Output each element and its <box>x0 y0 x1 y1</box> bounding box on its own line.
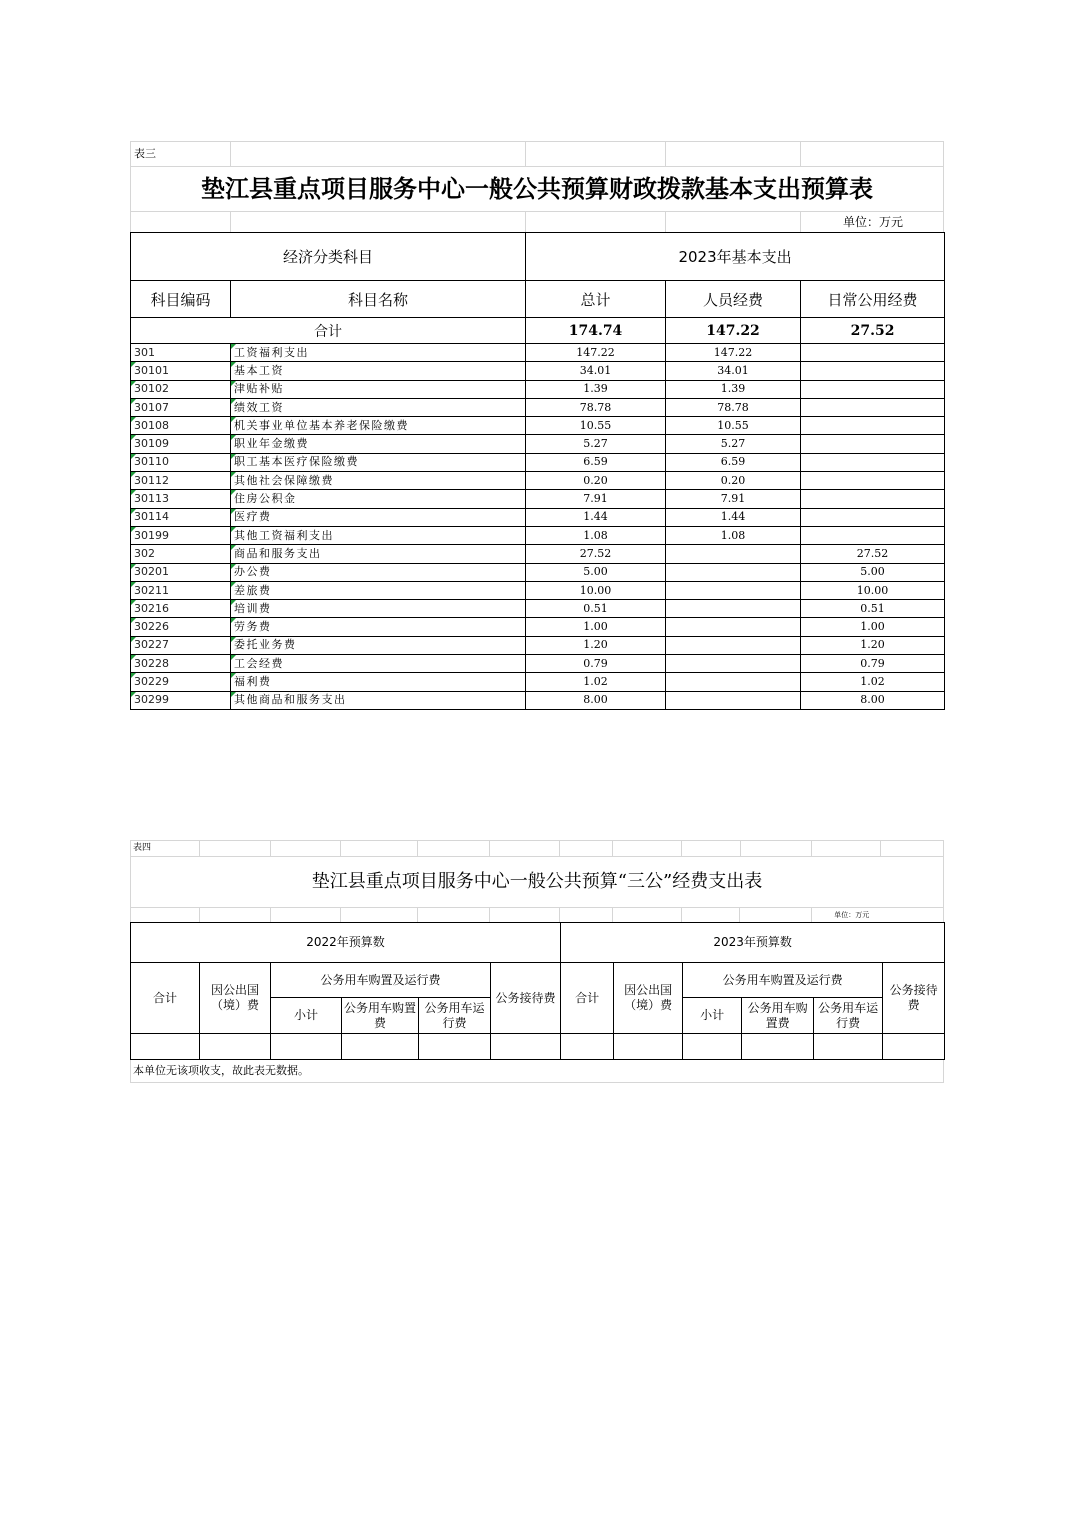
row-public-text: 27.52 <box>856 546 889 560</box>
row-code <box>131 655 231 673</box>
row-total-text: 0.51 <box>583 601 608 615</box>
row-name <box>231 398 526 416</box>
header-total-2022: 合计 <box>131 963 200 1034</box>
cell-marker-icon <box>231 564 236 569</box>
cell-marker-icon <box>131 527 136 532</box>
table-row <box>131 581 945 599</box>
row-name <box>231 600 526 618</box>
cell-marker-icon <box>231 545 236 550</box>
row-total <box>526 417 666 435</box>
table-row <box>131 636 945 654</box>
header-subtotal-2022: 小计 <box>271 998 342 1034</box>
row-public <box>801 691 945 709</box>
cell-marker-icon <box>131 490 136 495</box>
row-personnel <box>666 581 801 599</box>
row-total-text: 0.79 <box>583 656 608 670</box>
row-public <box>801 435 945 453</box>
row-public <box>801 362 945 380</box>
row-total <box>526 490 666 508</box>
row-name <box>231 472 526 490</box>
cell-marker-icon <box>131 472 136 477</box>
cell-marker-icon <box>231 381 236 386</box>
table-row <box>131 380 945 398</box>
row-public-text: 1.20 <box>860 638 885 652</box>
cell-marker-icon <box>131 655 136 660</box>
row-code-text: 30228 <box>134 656 169 670</box>
table-row <box>131 344 945 362</box>
row-public <box>801 472 945 490</box>
row-public <box>801 636 945 654</box>
table-row <box>131 618 945 636</box>
row-code <box>131 362 231 380</box>
budget-table-4 <box>130 840 944 1083</box>
row-total <box>526 673 666 691</box>
row-code <box>131 600 231 618</box>
row-total <box>526 453 666 471</box>
row-name-text: 工资福利支出 <box>234 345 309 359</box>
row-personnel <box>666 655 801 673</box>
row-name-text: 差旅费 <box>234 583 272 597</box>
row-code <box>131 618 231 636</box>
row-personnel <box>666 490 801 508</box>
header-subtotal-2023: 小计 <box>683 998 742 1034</box>
cell-marker-icon <box>131 673 136 678</box>
column-header-row-1 <box>131 963 945 998</box>
row-code <box>131 563 231 581</box>
row-name-text: 委托业务费 <box>234 638 297 652</box>
row-personnel <box>666 453 801 471</box>
table-row <box>131 472 945 490</box>
header-total: 总计 <box>526 281 666 318</box>
table-row <box>131 362 945 380</box>
cell-marker-icon <box>231 399 236 404</box>
cell-marker-icon <box>131 692 136 697</box>
row-personnel-text: 34.01 <box>717 363 749 377</box>
row-public-text: 1.02 <box>860 674 885 688</box>
row-total-text: 1.44 <box>583 510 608 524</box>
row-code-text: 30101 <box>134 363 169 377</box>
header-year-basic: 2023年基本支出 <box>526 233 945 281</box>
row-personnel <box>666 545 801 563</box>
row-public-text: 5.00 <box>860 565 885 579</box>
cell-marker-icon <box>131 509 136 514</box>
row-name <box>231 435 526 453</box>
row-code <box>131 581 231 599</box>
row-total-text: 34.01 <box>579 363 612 377</box>
row-total-text: 6.59 <box>583 455 608 469</box>
row-code <box>131 673 231 691</box>
table-body <box>131 344 945 710</box>
row-total-text: 5.00 <box>583 565 608 579</box>
table-note: 本单位无该项收支，故此表无数据。 <box>130 1060 944 1083</box>
row-name <box>231 344 526 362</box>
row-total <box>526 636 666 654</box>
row-total <box>526 691 666 709</box>
cell-marker-icon <box>131 618 136 623</box>
row-personnel <box>666 618 801 636</box>
row-public <box>801 563 945 581</box>
row-code-text: 30226 <box>134 620 169 634</box>
row-name <box>231 636 526 654</box>
cell-marker-icon <box>131 600 136 605</box>
row-name-text: 工会经费 <box>234 656 284 670</box>
row-total-text: 10.55 <box>579 418 612 432</box>
row-code <box>131 398 231 416</box>
row-public <box>801 600 945 618</box>
total-personnel: 147.22 <box>666 318 801 344</box>
row-personnel-text: 5.27 <box>720 437 746 451</box>
cell-marker-icon <box>131 381 136 386</box>
row-personnel <box>666 691 801 709</box>
row-name <box>231 545 526 563</box>
row-code <box>131 691 231 709</box>
row-personnel-text: 78.78 <box>717 400 749 414</box>
row-personnel <box>666 435 801 453</box>
row-code <box>131 435 231 453</box>
row-public <box>801 490 945 508</box>
row-code-text: 30109 <box>134 437 169 451</box>
row-code-text: 30102 <box>134 382 169 396</box>
row-name <box>231 526 526 544</box>
row-code-text: 30107 <box>134 400 169 414</box>
row-total <box>526 655 666 673</box>
row-total-text: 1.39 <box>583 382 608 396</box>
header-vehicle-run-2022: 公务用车运行费 <box>419 998 491 1034</box>
row-total-text: 1.08 <box>583 528 608 542</box>
row-name <box>231 508 526 526</box>
row-public <box>801 417 945 435</box>
row-name-text: 其他商品和服务支出 <box>234 693 347 707</box>
header-code: 科目编码 <box>131 281 231 318</box>
row-total <box>526 362 666 380</box>
unit-row <box>130 907 944 922</box>
row-name-text: 劳务费 <box>234 620 272 634</box>
row-public <box>801 545 945 563</box>
cell-marker-icon <box>131 454 136 459</box>
row-code-text: 30110 <box>134 455 169 469</box>
row-name-text: 商品和服务支出 <box>234 546 322 560</box>
cell-marker-icon <box>231 582 236 587</box>
table-row <box>131 417 945 435</box>
row-public <box>801 508 945 526</box>
cell-marker-icon <box>231 673 236 678</box>
header-2023: 2023年预算数 <box>561 923 945 963</box>
table-label: 表四 <box>131 841 200 856</box>
row-name-text: 机关事业单位基本养老保险缴费 <box>234 418 409 432</box>
header-vehicle-run-2023: 公务用车运行费 <box>814 998 883 1034</box>
row-total <box>526 563 666 581</box>
row-total-text: 27.52 <box>579 546 612 560</box>
row-name <box>231 362 526 380</box>
cell-marker-icon <box>131 399 136 404</box>
row-name-text: 住房公积金 <box>234 492 297 506</box>
cell-marker-icon <box>131 582 136 587</box>
header-row-columns <box>131 281 945 318</box>
row-total-text: 147.22 <box>576 345 615 359</box>
table-row <box>131 435 945 453</box>
row-total <box>526 581 666 599</box>
header-reception-2023: 公务接待费 <box>883 963 945 1034</box>
row-code-text: 30299 <box>134 693 169 707</box>
row-code <box>131 453 231 471</box>
table-title: 垫江县重点项目服务中心一般公共预算财政拨款基本支出预算表 <box>130 166 944 211</box>
row-public-text: 0.79 <box>860 656 885 670</box>
row-name <box>231 618 526 636</box>
header-vehicle-purchase-2023: 公务用车购置费 <box>742 998 814 1034</box>
row-code <box>131 636 231 654</box>
row-total-text: 7.91 <box>583 492 608 506</box>
cell-marker-icon <box>131 637 136 642</box>
total-public: 27.52 <box>801 318 945 344</box>
row-personnel-text: 7.91 <box>720 492 746 506</box>
row-code <box>131 380 231 398</box>
budget-table-3 <box>130 141 944 710</box>
cell-marker-icon <box>231 527 236 532</box>
row-name-text: 津贴补贴 <box>234 382 284 396</box>
row-name-text: 福利费 <box>234 674 272 688</box>
table-row <box>131 673 945 691</box>
row-name-text: 职工基本医疗保险缴费 <box>234 455 359 469</box>
row-personnel-text: 10.55 <box>717 418 749 432</box>
row-name <box>231 691 526 709</box>
row-name <box>231 453 526 471</box>
empty-data-row <box>131 1034 945 1060</box>
row-public <box>801 453 945 471</box>
row-total <box>526 508 666 526</box>
table-row <box>131 600 945 618</box>
row-code <box>131 490 231 508</box>
table-row <box>131 398 945 416</box>
cell-marker-icon <box>131 435 136 440</box>
row-code-text: 30112 <box>134 473 169 487</box>
row-personnel <box>666 673 801 691</box>
table-row <box>131 655 945 673</box>
row-name <box>231 417 526 435</box>
row-name <box>231 490 526 508</box>
row-personnel <box>666 600 801 618</box>
row-code <box>131 472 231 490</box>
row-total-text: 0.20 <box>583 473 608 487</box>
row-personnel <box>666 563 801 581</box>
row-code-text: 301 <box>134 345 155 359</box>
row-total-text: 78.78 <box>579 400 612 414</box>
row-code-text: 302 <box>134 546 155 560</box>
row-personnel <box>666 417 801 435</box>
table-row <box>131 563 945 581</box>
table-row <box>131 453 945 471</box>
row-code <box>131 508 231 526</box>
row-name <box>231 581 526 599</box>
row-total-text: 1.02 <box>583 674 608 688</box>
cell-marker-icon <box>231 435 236 440</box>
row-total <box>526 545 666 563</box>
row-code-text: 30201 <box>134 565 169 579</box>
row-code <box>131 344 231 362</box>
total-label: 合计 <box>131 318 526 344</box>
cell-marker-icon <box>231 600 236 605</box>
header-reception-2022: 公务接待费 <box>491 963 561 1034</box>
row-total <box>526 618 666 636</box>
row-total-text: 8.00 <box>583 693 608 707</box>
row-code <box>131 526 231 544</box>
row-total-text: 5.27 <box>583 437 608 451</box>
header-name: 科目名称 <box>231 281 526 318</box>
header-abroad-2022: 因公出国（境）费 <box>200 963 271 1034</box>
header-abroad-2023: 因公出国（境）费 <box>614 963 683 1034</box>
row-public <box>801 344 945 362</box>
row-code <box>131 417 231 435</box>
cell-marker-icon <box>231 417 236 422</box>
row-name-text: 办公费 <box>234 565 272 579</box>
row-code-text: 30199 <box>134 528 169 542</box>
table-label: 表三 <box>131 142 231 166</box>
cell-marker-icon <box>231 618 236 623</box>
row-total-text: 1.00 <box>583 620 608 634</box>
unit-label: 单位：万元 <box>842 215 903 229</box>
cell-marker-icon <box>131 564 136 569</box>
row-name-text: 职业年金缴费 <box>234 437 309 451</box>
row-personnel <box>666 344 801 362</box>
table-label-row <box>130 141 944 166</box>
cell-marker-icon <box>231 692 236 697</box>
row-public <box>801 380 945 398</box>
cell-marker-icon <box>231 472 236 477</box>
row-public <box>801 526 945 544</box>
row-total <box>526 380 666 398</box>
unit-label: 单位：万元 <box>834 911 870 919</box>
row-personnel <box>666 508 801 526</box>
expenditure-table <box>130 232 945 710</box>
row-total <box>526 472 666 490</box>
row-public-text: 0.51 <box>860 601 885 615</box>
row-public <box>801 618 945 636</box>
row-personnel-text: 0.20 <box>720 473 746 487</box>
row-public <box>801 398 945 416</box>
row-name-text: 绩效工资 <box>234 400 284 414</box>
table-title: 垫江县重点项目服务中心一般公共预算“三公”经费支出表 <box>130 856 944 907</box>
row-personnel <box>666 526 801 544</box>
row-name-text: 其他社会保障缴费 <box>234 473 334 487</box>
header-2022: 2022年预算数 <box>131 923 561 963</box>
row-personnel-text: 1.08 <box>720 528 746 542</box>
row-public-text: 1.00 <box>860 620 885 634</box>
unit-row <box>130 211 944 232</box>
row-name-text: 医疗费 <box>234 510 272 524</box>
header-vehicle-2023: 公务用车购置及运行费 <box>683 963 883 998</box>
row-total <box>526 526 666 544</box>
row-name <box>231 563 526 581</box>
row-name <box>231 380 526 398</box>
cell-marker-icon <box>231 655 236 660</box>
row-name-text: 基本工资 <box>234 363 284 377</box>
total-sum: 174.74 <box>526 318 666 344</box>
total-row <box>131 318 945 344</box>
row-total <box>526 600 666 618</box>
row-personnel <box>666 398 801 416</box>
row-code-text: 30114 <box>134 510 169 524</box>
cell-marker-icon <box>131 417 136 422</box>
row-total-text: 10.00 <box>579 583 612 597</box>
header-row-group <box>131 233 945 281</box>
row-public <box>801 655 945 673</box>
cell-marker-icon <box>231 362 236 367</box>
header-personnel: 人员经费 <box>666 281 801 318</box>
row-personnel-text: 1.44 <box>720 510 746 524</box>
cell-marker-icon <box>131 362 136 367</box>
row-code <box>131 545 231 563</box>
row-code-text: 30113 <box>134 492 169 506</box>
row-public-text: 10.00 <box>856 583 889 597</box>
row-personnel <box>666 380 801 398</box>
cell-marker-icon <box>231 637 236 642</box>
row-personnel-text: 1.39 <box>720 382 746 396</box>
cell-marker-icon <box>231 509 236 514</box>
row-personnel <box>666 362 801 380</box>
table-row <box>131 490 945 508</box>
header-vehicle-2022: 公务用车购置及运行费 <box>271 963 491 998</box>
table-label-row <box>130 840 944 856</box>
header-public: 日常公用经费 <box>801 281 945 318</box>
row-total-text: 1.20 <box>583 638 608 652</box>
header-economic-class: 经济分类科目 <box>131 233 526 281</box>
table-row <box>131 526 945 544</box>
row-personnel <box>666 472 801 490</box>
cell-marker-icon <box>231 344 236 349</box>
row-public <box>801 673 945 691</box>
header-total-2023: 合计 <box>561 963 614 1034</box>
row-total <box>526 398 666 416</box>
table-row <box>131 508 945 526</box>
row-total <box>526 344 666 362</box>
row-public <box>801 581 945 599</box>
row-code-text: 30211 <box>134 583 169 597</box>
header-vehicle-purchase-2022: 公务用车购置费 <box>342 998 419 1034</box>
row-code-text: 30216 <box>134 601 169 615</box>
row-name <box>231 655 526 673</box>
row-public-text: 8.00 <box>860 693 885 707</box>
row-name-text: 其他工资福利支出 <box>234 528 334 542</box>
row-code-text: 30229 <box>134 674 169 688</box>
row-code-text: 30227 <box>134 638 169 652</box>
row-name <box>231 673 526 691</box>
row-personnel-text: 6.59 <box>720 455 746 469</box>
cell-marker-icon <box>231 490 236 495</box>
row-personnel <box>666 636 801 654</box>
row-code-text: 30108 <box>134 418 169 432</box>
row-personnel-text: 147.22 <box>713 345 753 359</box>
year-header-row <box>131 923 945 963</box>
row-name-text: 培训费 <box>234 601 272 615</box>
table-row <box>131 691 945 709</box>
three-public-table <box>130 922 945 1060</box>
table-row <box>131 545 945 563</box>
cell-marker-icon <box>231 454 236 459</box>
row-total <box>526 435 666 453</box>
